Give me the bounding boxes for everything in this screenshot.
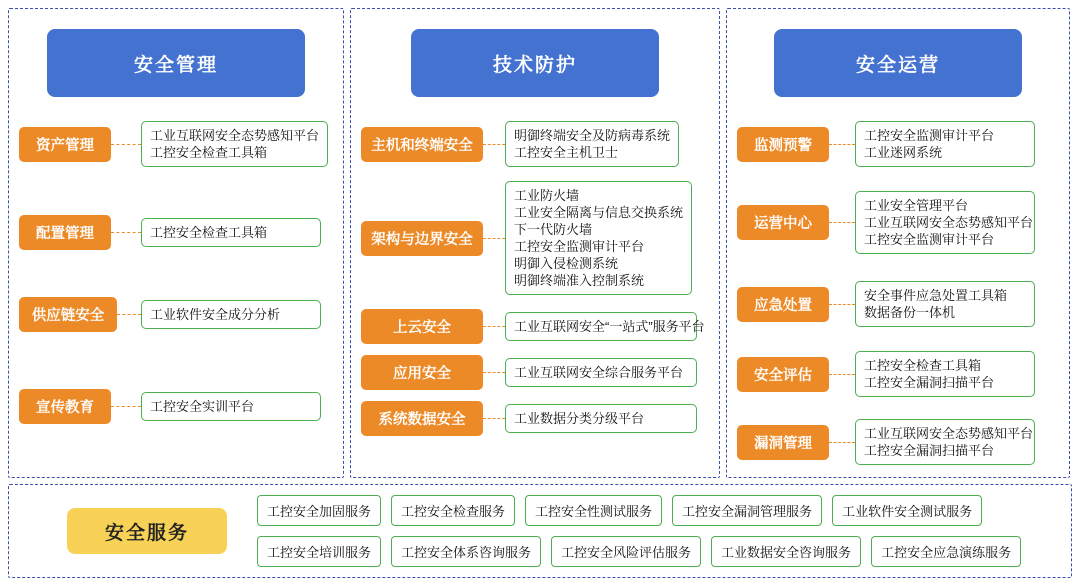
item-label: 明御入侵检测系统: [514, 256, 619, 271]
item-label: 工控安全检查工具箱: [150, 225, 268, 240]
item-label: 工业互联网安全态势感知平台: [864, 215, 1034, 230]
item-label: 工控安全主机卫士: [514, 145, 619, 160]
connector-line: [111, 406, 141, 407]
category-security-assessment[interactable]: 安全评估: [737, 357, 829, 392]
item-label: 工控安全实训平台: [150, 399, 255, 414]
pillar-columns: [8, 8, 1072, 478]
pillar-column-technical-protection: [350, 8, 720, 478]
item-label: 明御终端准入控制系统: [514, 273, 645, 288]
item-label: 工控安全监测审计平台: [864, 128, 995, 143]
item-label: 工控安全漏洞扫描平台: [864, 443, 995, 458]
category-application-security[interactable]: 应用安全: [361, 355, 483, 390]
row-monitoring-warning: [737, 121, 1035, 167]
item-label: 工业安全隔离与信息交换系统: [514, 205, 684, 220]
item-label: 工业软件安全成分分析: [150, 307, 281, 322]
item-label: 工控安全监测审计平台: [514, 239, 645, 254]
category-vulnerability-management[interactable]: 漏洞管理: [737, 425, 829, 460]
service-chip[interactable]: 工控安全漏洞管理服务: [672, 495, 822, 526]
row-awareness-education: [19, 389, 321, 424]
connector-line: [829, 304, 855, 305]
services-title: 安全服务: [67, 508, 227, 554]
service-chip[interactable]: 工控安全体系咨询服务: [391, 536, 541, 567]
connector-line: [111, 144, 141, 145]
services-row: [257, 536, 1021, 567]
items-host-endpoint-security: [505, 121, 679, 167]
items-vulnerability-management: [855, 419, 1035, 465]
connector-line: [829, 442, 855, 443]
service-chip[interactable]: 工业数据安全咨询服务: [711, 536, 861, 567]
item-label: 工业迷网系统: [864, 145, 943, 160]
items-monitoring-warning: [855, 121, 1035, 167]
item-label: 数据备份一体机: [864, 305, 956, 320]
item-label: 工控安全监测审计平台: [864, 232, 995, 247]
category-system-data-security[interactable]: 系统数据安全: [361, 401, 483, 436]
category-emergency-response[interactable]: 应急处置: [737, 287, 829, 322]
connector-line: [483, 326, 505, 327]
category-asset-management[interactable]: 资产管理: [19, 127, 111, 162]
row-system-data-security: [361, 401, 697, 436]
row-emergency-response: [737, 281, 1035, 327]
row-host-endpoint-security: [361, 121, 679, 167]
service-chip[interactable]: 工业软件安全测试服务: [832, 495, 982, 526]
category-awareness-education[interactable]: 宣传教育: [19, 389, 111, 424]
row-configuration-management: [19, 215, 321, 250]
connector-line: [483, 238, 505, 239]
items-operations-center: [855, 191, 1035, 254]
column-header-security-operations: 安全运营: [774, 29, 1022, 97]
row-vulnerability-management: [737, 419, 1035, 465]
connector-line: [483, 418, 505, 419]
connector-line: [829, 144, 855, 145]
item-label: 下一代防火墙: [514, 222, 593, 237]
category-cloud-security[interactable]: 上云安全: [361, 309, 483, 344]
connector-line: [111, 232, 141, 233]
items-asset-management: [141, 121, 328, 167]
item-label: 工控安全检查工具箱: [864, 358, 982, 373]
connector-line: [483, 144, 505, 145]
services-grid: [257, 495, 1021, 567]
service-chip[interactable]: 工控安全检查服务: [391, 495, 515, 526]
category-architecture-boundary-security[interactable]: 架构与边界安全: [361, 221, 483, 256]
item-label: 工业防火墙: [514, 188, 580, 203]
category-host-endpoint-security[interactable]: 主机和终端安全: [361, 127, 483, 162]
service-chip[interactable]: 工控安全应急演练服务: [871, 536, 1021, 567]
connector-line: [829, 374, 855, 375]
item-label: 明御终端安全及防病毒系统: [514, 128, 671, 143]
item-label: 安全事件应急处置工具箱: [864, 288, 1008, 303]
category-operations-center[interactable]: 运营中心: [737, 205, 829, 240]
items-application-security: [505, 358, 697, 387]
service-chip[interactable]: 工控安全加固服务: [257, 495, 381, 526]
column-header-security-management: 安全管理: [47, 29, 305, 97]
category-monitoring-warning[interactable]: 监测预警: [737, 127, 829, 162]
pillar-column-security-management: [8, 8, 344, 478]
item-label: 工业互联网安全综合服务平台: [514, 365, 684, 380]
category-supply-chain-security[interactable]: 供应链安全: [19, 297, 117, 332]
item-label: 工控安全检查工具箱: [150, 145, 268, 160]
items-architecture-boundary-security: [505, 181, 692, 295]
connector-line: [483, 372, 505, 373]
service-chip[interactable]: 工控安全性测试服务: [525, 495, 662, 526]
row-architecture-boundary-security: [361, 181, 692, 295]
row-security-assessment: [737, 351, 1035, 397]
row-cloud-security: [361, 309, 705, 344]
item-label: 工业数据分类分级平台: [514, 411, 645, 426]
row-asset-management: [19, 121, 328, 167]
item-label: 工业安全管理平台: [864, 198, 969, 213]
items-security-assessment: [855, 351, 1035, 397]
service-chip[interactable]: 工控安全培训服务: [257, 536, 381, 567]
pillar-column-security-operations: [726, 8, 1070, 478]
item-label: 工业互联网安全态势感知平台: [864, 426, 1034, 441]
connector-line: [829, 222, 855, 223]
item-label: 工控安全漏洞扫描平台: [864, 375, 995, 390]
category-configuration-management[interactable]: 配置管理: [19, 215, 111, 250]
column-header-technical-protection: 技术防护: [411, 29, 659, 97]
service-chip[interactable]: 工控安全风险评估服务: [551, 536, 701, 567]
items-system-data-security: [505, 404, 697, 433]
items-emergency-response: [855, 281, 1035, 327]
row-operations-center: [737, 191, 1035, 254]
items-configuration-management: [141, 218, 321, 247]
services-row: [257, 495, 1021, 526]
item-label: 工业互联网安全“一站式”服务平台: [514, 319, 705, 334]
items-cloud-security: [505, 312, 705, 341]
row-application-security: [361, 355, 697, 390]
connector-line: [117, 314, 141, 315]
row-supply-chain-security: [19, 297, 321, 332]
items-awareness-education: [141, 392, 321, 421]
items-supply-chain-security: [141, 300, 321, 329]
item-label: 工业互联网安全态势感知平台: [150, 128, 320, 143]
security-services-band: [8, 484, 1072, 578]
